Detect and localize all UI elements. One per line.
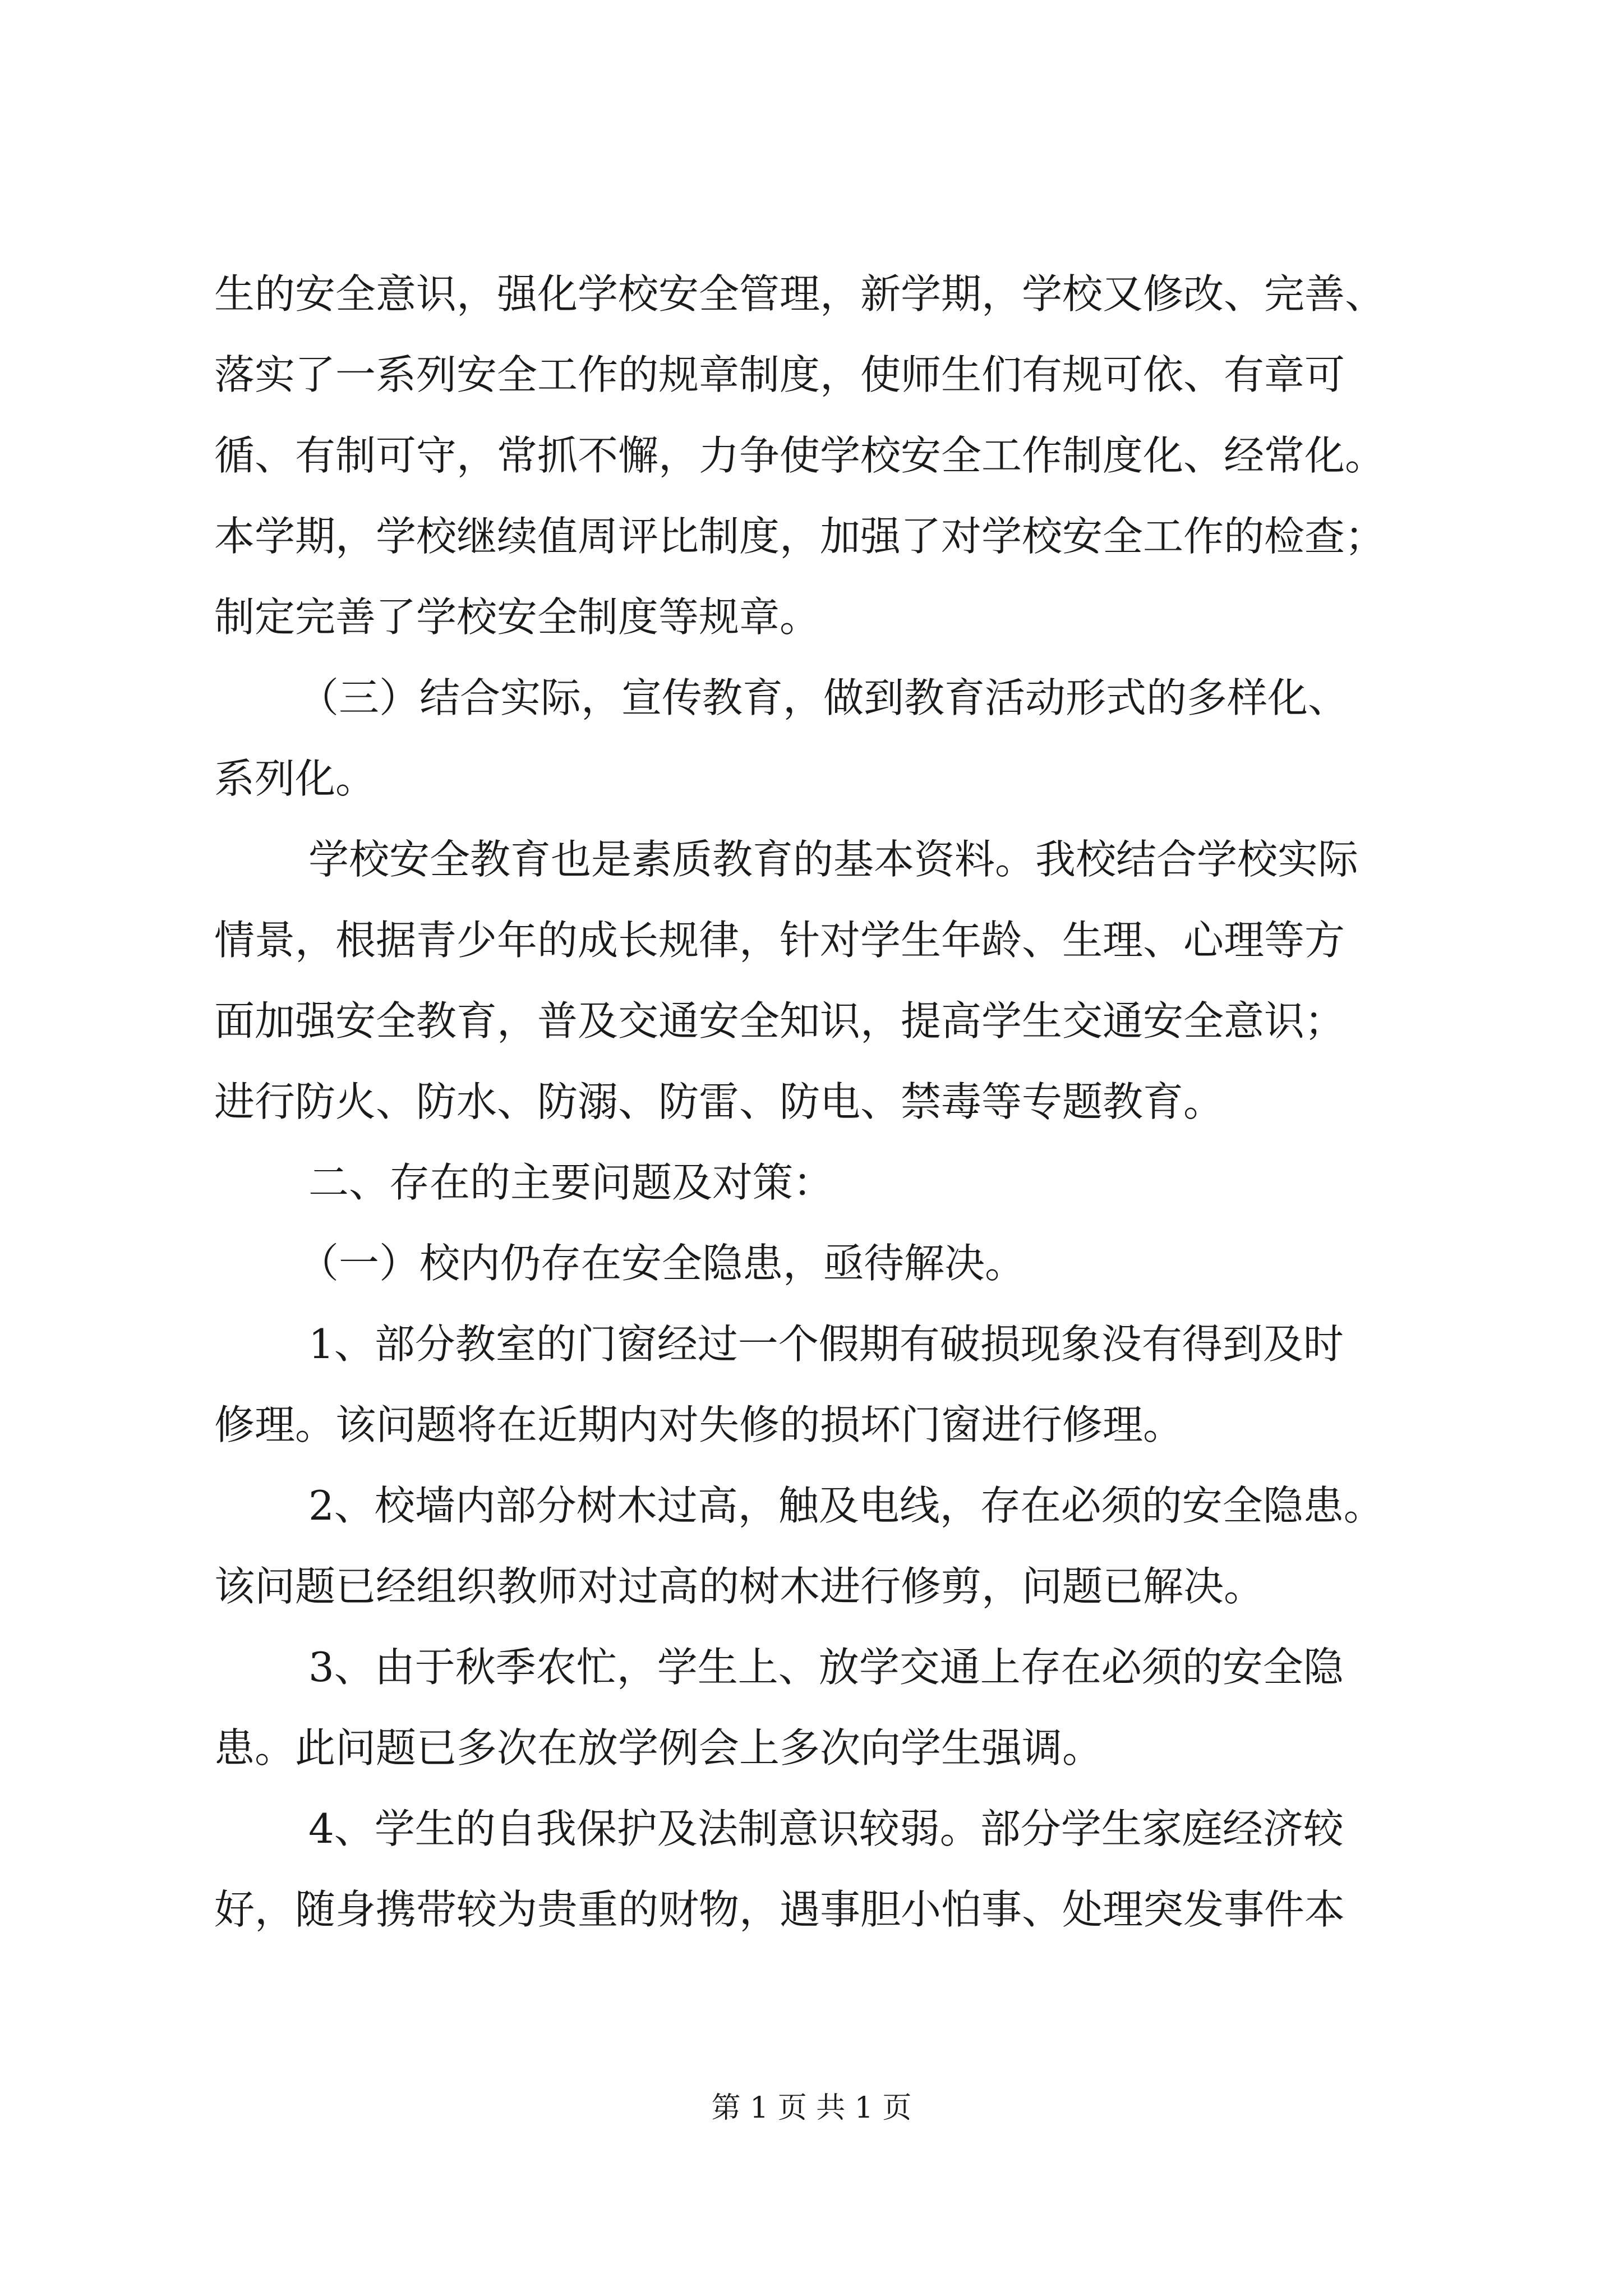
- text-line: 1、部分教室的门窗经过一个假期有破损现象没有得到及时: [308, 1320, 1344, 1368]
- text-line: 3、由于秋季农忙，学生上、放学交通上存在必须的安全隐: [308, 1644, 1344, 1691]
- text-line: 本学期，学校继续值周评比制度，加强了对学校安全工作的检查；: [214, 513, 1386, 560]
- text-line: 制定完善了学校安全制度等规章。: [214, 593, 820, 641]
- text-line: 好，随身携带较为贵重的财物，遇事胆小怕事、处理突发事件本: [214, 1886, 1345, 1933]
- text-line: 情景，根据青少年的成长规律，针对学生年龄、生理、心理等方: [214, 917, 1345, 964]
- body-text: [214, 254, 1409, 1950]
- text-line: 2、校墙内部分树木过高，触及电线，存在必须的安全隐患。: [308, 1482, 1384, 1529]
- section-heading: 二、存在的主要问题及对策：: [308, 1159, 834, 1206]
- text-line: 4、学生的自我保护及法制意识较弱。部分学生家庭经济较: [308, 1805, 1344, 1852]
- text-line: 面加强安全教育，普及交通安全知识，提高学生交通安全意识；: [214, 997, 1345, 1045]
- text-line: 修理。该问题将在近期内对失修的损坏门窗进行修理。: [214, 1401, 1184, 1448]
- text-line: 循、有制可守，常抓不懈，力争使学校安全工作制度化、经常化。: [214, 432, 1386, 479]
- text-line: 系列化。: [214, 755, 376, 802]
- section-heading: （一）校内仍存在安全隐患，亟待解决。: [298, 1240, 1026, 1287]
- text-line: 落实了一系列安全工作的规章制度，使师生们有规可依、有章可: [214, 351, 1345, 398]
- text-line: 学校安全教育也是素质教育的基本资料。我校结合学校实际: [308, 836, 1359, 883]
- text-line: 进行防火、防水、防溺、防雷、防电、禁毒等专题教育。: [214, 1078, 1224, 1125]
- page-footer: 第 1 页 共 1 页: [711, 2091, 912, 2125]
- text-line: 患。此问题已多次在放学例会上多次向学生强调。: [214, 1724, 1103, 1772]
- text-line: 生的安全意识，强化学校安全管理，新学期，学校又修改、完善、: [214, 270, 1386, 318]
- section-heading: （三）结合实际，宣传教育，做到教育活动形式的多样化、: [298, 674, 1349, 721]
- text-line: 该问题已经组织教师对过高的树木进行修剪，问题已解决。: [214, 1563, 1265, 1610]
